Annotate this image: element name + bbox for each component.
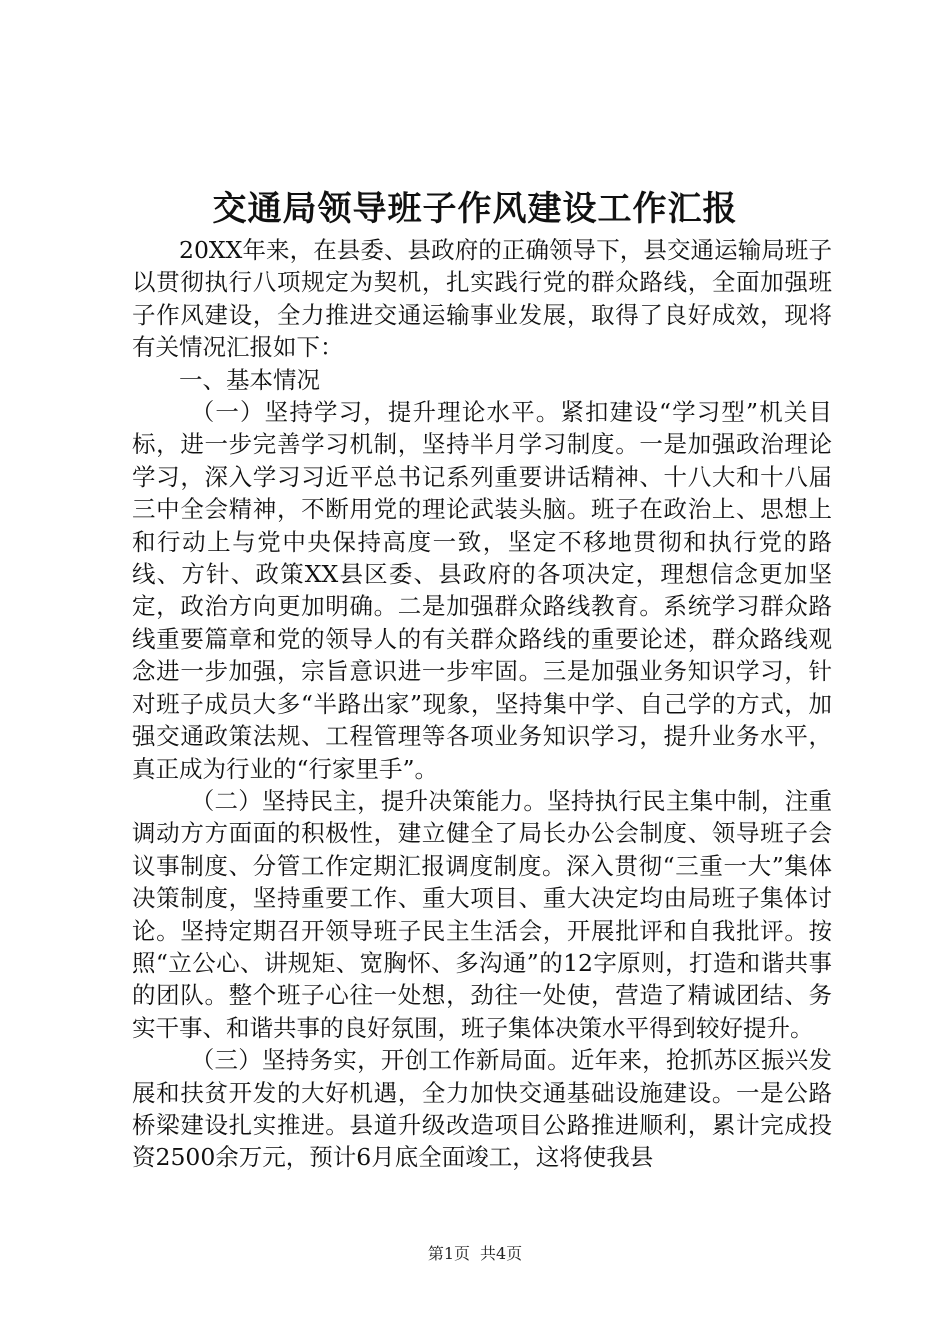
- document-body: [132, 234, 832, 1174]
- page-total: 共4页: [480, 1244, 523, 1263]
- section-heading: 一、基本情况: [179, 365, 320, 394]
- page-number: 第1页: [427, 1244, 470, 1263]
- document-title: 交通局领导班子作风建设工作汇报: [212, 189, 738, 229]
- body-paragraph: （二）坚持民主，提升决策能力。坚持执行民主集中制，注重调动方方面面的积极性，建立健全了局长办公会制度、领导班子会议事制度、分管工作定期汇报调度制度。深入贯彻“三重一大”集体决策制度，坚持重要工作、重大项目、重大决定均由局班子集体讨论。坚持定期召开领导班子民主生活会，开展批评和自我批评。按照“立公心、讲规矩、宽胸怀、多沟通”的12字原则，打造和谐共事的团队。整个班子心往一处想，劲往一处使，营造了精诚团结、务实干事、和谐共事的良好氛围，班子集体决策水平得到较好提升。: [132, 786, 832, 1042]
- body-paragraph: （三）坚持务实，开创工作新局面。近年来，抢抓苏区振兴发展和扶贫开发的大好机遇，全力加快交通基础设施建设。一是公路桥梁建设扎实推进。县道升级改造项目公路推进顺利，累计完成投资2500余万元，预计6月底全面竣工，这将使我县: [132, 1046, 832, 1172]
- body-paragraph: （一）坚持学习，提升理论水平。紧扣建设“学习型”机关目标，进一步完善学习机制，坚持半月学习制度。一是加强政治理论学习，深入学习习近平总书记系列重要讲话精神、十八大和十八届三中全会精神，不断用党的理论武装头脑。班子在政治上、思想上和行动上与党中央保持高度一致，坚定不移地贯彻和执行党的路线、方针、政策XX县区委、县政府的各项决定，理想信念更加坚定，政治方向更加明确。二是加强群众路线教育。系统学习群众路线重要篇章和党的领导人的有关群众路线的重要论述，群众路线观念进一步加强，宗旨意识进一步牢固。三是加强业务知识学习，针对班子成员大多“半路出家”现象，坚持集中学、自己学的方式，加强交通政策法规、工程管理等各项业务知识学习，提升业务水平，真正成为行业的“行家里手”。: [132, 398, 832, 783]
- intro-paragraph: 20XX年来，在县委、县政府的正确领导下，县交通运输局班子以贯彻执行八项规定为契机，扎实践行党的群众路线，全面加强班子作风建设，全力推进交通运输事业发展，取得了良好成效，现将有关情况汇报如下：: [132, 236, 832, 362]
- page-footer: [0, 1243, 950, 1265]
